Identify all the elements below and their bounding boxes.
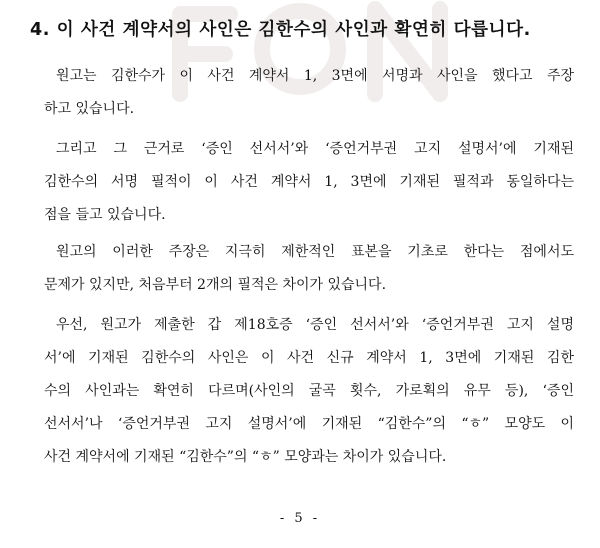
paragraph-3: [44, 236, 574, 302]
paragraph-line: 선서서’나 ‘증언거부권 고지 설명서’에 기재된 “김한수”의 “ㅎ” 모양도 이: [44, 416, 574, 432]
paragraph-1: [44, 60, 574, 126]
paragraph-line: 점을 들고 있습니다.: [44, 207, 166, 223]
paragraph-line: 김한수의 서명 필적이 이 사건 계약서 1, 3면에 기재된 필적과 동일하다는: [44, 174, 574, 190]
paragraph-line: 사건 계약서에 기재된 “김한수”의 “ㅎ” 모양과는 차이가 있습니다.: [44, 449, 447, 465]
paragraph-line: 문제가 있지만, 처음부터 2개의 필적은 차이가 있습니다.: [44, 277, 387, 293]
paragraph-line: 수의 사인과는 확연히 다르며(사인의 굴곡 횟수, 가로획의 유무 등), ‘증인: [44, 383, 574, 399]
paragraph-line: 우선, 원고가 제출한 갑 제18호증 ‘증인 선서서’와 ‘증언거부권 고지 설명: [56, 317, 574, 333]
page-number: - 5 -: [279, 511, 321, 526]
paragraph-line: 원고는 김한수가 이 사건 계약서 1, 3면에 서명과 사인을 했다고 주장: [56, 68, 574, 84]
paragraph-line: 그리고 그 근거로 ‘증인 선서서’와 ‘증언거부권 고지 설명서’에 기재된: [56, 141, 574, 157]
paragraph-line: 서’에 기재된 김한수의 사인은 이 사건 신규 계약서 1, 3면에 기재된 김한: [44, 350, 574, 366]
section-heading: 4. 이 사건 계약서의 사인은 김한수의 사인과 확연히 다릅니다.: [30, 20, 531, 40]
paragraph-line: 하고 있습니다.: [44, 101, 135, 117]
paragraph-4: [44, 309, 574, 474]
paragraph-line: 원고의 이러한 주장은 지극히 제한적인 표본을 기초로 한다는 점에서도: [56, 244, 574, 260]
paragraph-2: [44, 133, 574, 232]
